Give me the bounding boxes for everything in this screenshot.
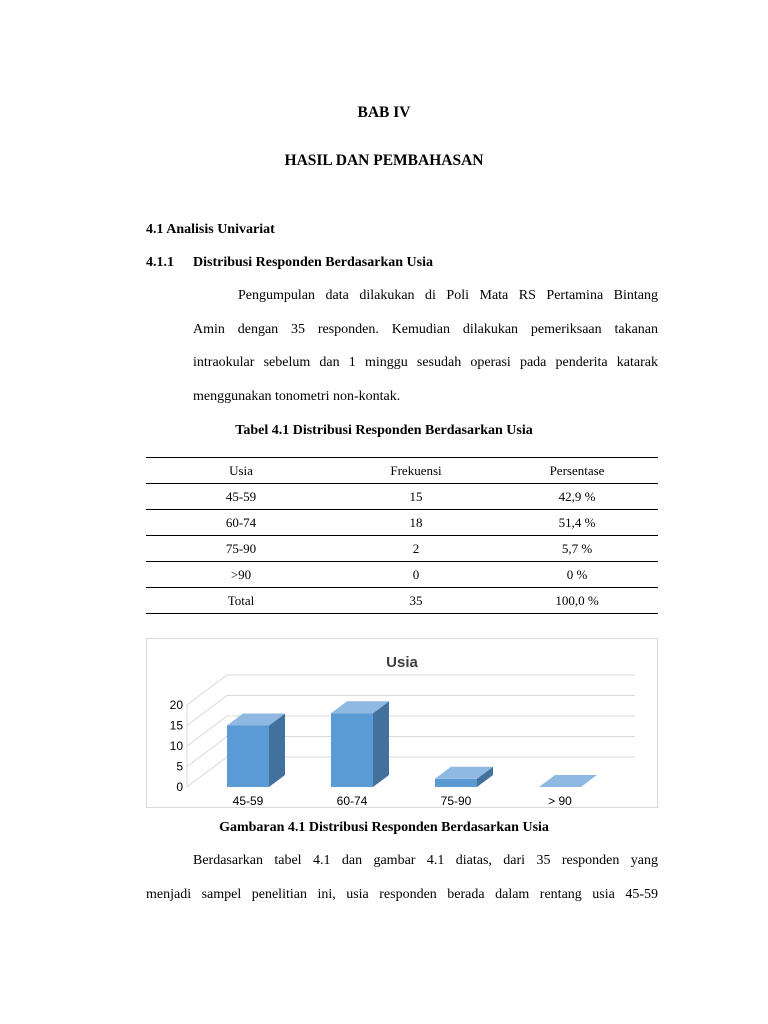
bar-side: [269, 714, 285, 788]
chapter-heading: BAB IV: [357, 104, 411, 121]
x-tick-label: 45-59: [232, 794, 264, 807]
age-chart: [146, 638, 658, 808]
x-tick-label: 75-90: [440, 794, 472, 807]
cell-frekuensi: 35: [336, 588, 496, 614]
age-distribution-table: [146, 457, 658, 614]
closing-line-1: Berdasarkan tabel 4.1 dan gambar 4.1 diatas, dari 35 responden yang: [193, 853, 658, 868]
y-tick-label: 20: [169, 698, 183, 712]
x-tick-label: 60-74: [336, 794, 368, 807]
table-header-row: [146, 458, 658, 484]
cell-frekuensi: 15: [336, 484, 496, 510]
chapter-title: HASIL DAN PEMBAHASAN: [284, 152, 484, 169]
y-tick-label: 5: [176, 759, 183, 774]
section-heading: 4.1 Analisis Univariat: [146, 222, 275, 237]
intro-line-2: Amin dengan 35 responden. Kemudian dilakukan pemeriksaan takanan: [193, 322, 658, 337]
cell-usia: 45-59: [146, 484, 336, 510]
subsection-title: Distribusi Responden Berdasarkan Usia: [193, 255, 433, 270]
cell-persentase: 0 %: [496, 562, 658, 588]
header-persentase: Persentase: [496, 458, 658, 484]
cell-usia: >90: [146, 562, 336, 588]
bar-front: [435, 779, 477, 787]
y-tick-label: 0: [176, 780, 183, 794]
chart-canvas: [147, 639, 657, 807]
table-total-row: [146, 588, 658, 614]
cell-usia: 60-74: [146, 510, 336, 536]
bar-front: [227, 726, 269, 788]
cell-usia: Total: [146, 588, 336, 614]
cell-persentase: 100,0 %: [496, 588, 658, 614]
figure-caption: Gambaran 4.1 Distribusi Responden Berdasarkan Usia: [219, 820, 549, 835]
cell-persentase: 42,9 %: [496, 484, 658, 510]
bar-side: [373, 701, 389, 787]
y-tick-label: 10: [169, 739, 183, 753]
cell-frekuensi: 0: [336, 562, 496, 588]
table-row: [146, 536, 658, 562]
cell-usia: 75-90: [146, 536, 336, 562]
closing-line-2: menjadi sampel penelitian ini, usia responden berada dalam rentang usia 45-59: [146, 887, 658, 902]
intro-line-3: intraokular sebelum dan 1 minggu sesudah operasi pada penderita katarak: [193, 355, 658, 370]
intro-line-1: Pengumpulan data dilakukan di Poli Mata RS Pertamina Bintang: [238, 288, 658, 303]
intro-line-4: menggunakan tonometri non-kontak.: [193, 389, 401, 404]
bar-top: [539, 775, 597, 787]
table-caption: Tabel 4.1 Distribusi Responden Berdasarkan Usia: [235, 423, 533, 438]
x-tick-label: > 90: [548, 794, 572, 807]
bar-front: [331, 713, 373, 787]
cell-persentase: 51,4 %: [496, 510, 658, 536]
y-tick-label: 15: [169, 718, 183, 733]
cell-frekuensi: 2: [336, 536, 496, 562]
header-frekuensi: Frekuensi: [336, 458, 496, 484]
table-row: [146, 510, 658, 536]
subsection-number: 4.1.1: [146, 255, 174, 270]
cell-persentase: 5,7 %: [496, 536, 658, 562]
table-row: [146, 562, 658, 588]
chart-title: Usia: [386, 654, 418, 671]
table-row: [146, 484, 658, 510]
cell-frekuensi: 18: [336, 510, 496, 536]
header-usia: Usia: [146, 458, 336, 484]
